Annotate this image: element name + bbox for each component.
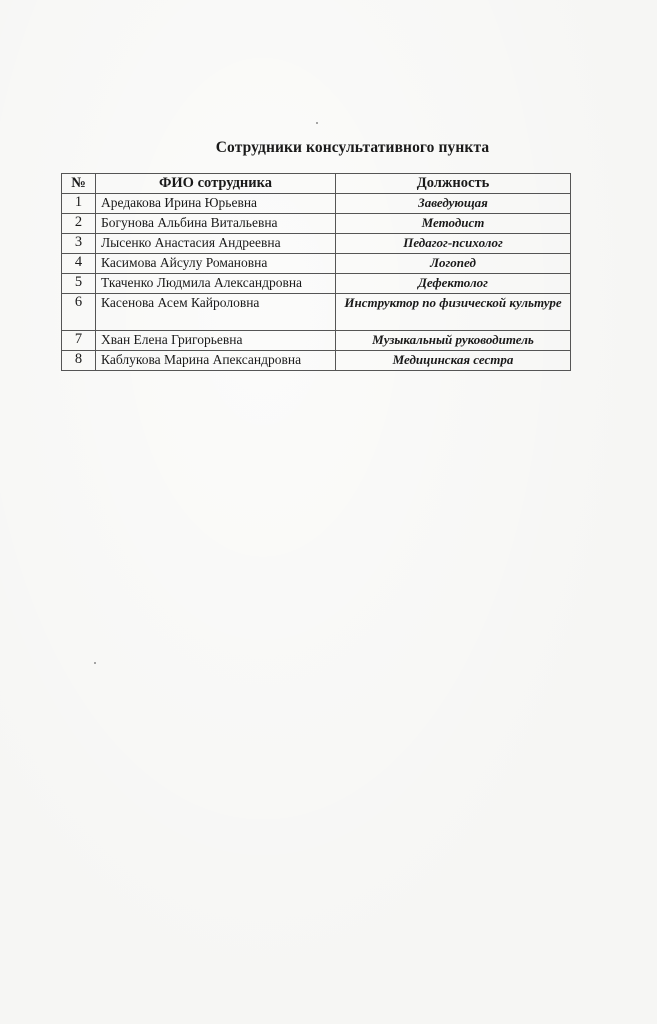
employee-position: Логопед [336,254,571,274]
table-row [62,274,571,294]
employee-name: Каблукова Марина Апександровна [96,351,336,371]
employee-position: Музыкальный руководитель [336,331,571,351]
row-number: 4 [62,254,96,274]
staff-table [61,173,571,371]
row-number: 5 [62,274,96,294]
table-row [62,351,571,371]
table-row [62,331,571,351]
table-row [62,214,571,234]
employee-position: Методист [336,214,571,234]
header-number: № [62,174,96,194]
row-number: 2 [62,214,96,234]
row-number: 7 [62,331,96,351]
row-number: 3 [62,234,96,254]
employee-name: Ткаченко Людмила Александровна [96,274,336,294]
employee-name: Хван Елена Григорьевна [96,331,336,351]
employee-position: Инструктор по физической культуре [336,294,571,331]
header-position: Должность [336,174,571,194]
scan-speck [94,662,96,664]
employee-name: Лысенко Анастасия Андреевна [96,234,336,254]
table-row [62,294,571,331]
row-number: 6 [62,294,96,331]
header-name: ФИО сотрудника [96,174,336,194]
employee-name: Касенова Асем Кайроловна [96,294,336,331]
row-number: 8 [62,351,96,371]
table-header-row [62,174,571,194]
document-title: Сотрудники консультативного пункта [215,139,490,156]
employee-name: Богунова Альбина Витальевна [96,214,336,234]
scan-speck [316,122,318,124]
employee-position: Медицинская сестра [336,351,571,371]
employee-name: Аредакова Ирина Юрьевна [96,194,336,214]
employee-name: Касимова Айсулу Романовна [96,254,336,274]
employee-position: Педагог-психолог [336,234,571,254]
row-number: 1 [62,194,96,214]
table-row [62,234,571,254]
table-row [62,254,571,274]
employee-position: Заведующая [336,194,571,214]
table-row [62,194,571,214]
employee-position: Дефектолог [336,274,571,294]
